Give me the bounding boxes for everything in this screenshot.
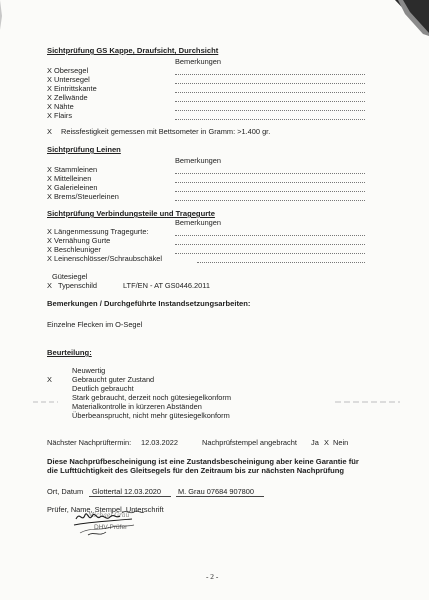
list-item: X Vernähung Gurte [47,236,111,245]
tester-underline [176,496,264,497]
signature-label: Prüfer, Name, Stempel, Unterschrift [47,505,164,514]
list-item: X Eintrittskante [47,84,97,93]
next-inspection-label: Nächster Nachprüftermin: [47,438,132,447]
list-item: X Längenmessung Tragegurte: [47,227,149,236]
section-heading-lines: Sichtprüfung Leinen [47,145,121,154]
stamp-check-mark: X [324,438,329,447]
rating-check-mark: X [47,375,52,384]
remarks-label: Bemerkungen [175,218,222,227]
list-item: X Brems/Steuerleinen [47,192,119,201]
page-number: - 2 - [206,572,219,581]
seal-item: Typenschild [58,281,98,290]
tear-strength-text: Reissfestigkeit gemessen mit Bettsometer in Gramm: >1.400 gr. [61,127,271,136]
section-heading-risers: Sichtprüfung Verbindungsteile und Tragegurte [47,209,215,218]
rating-option: Deutlich gebraucht [72,384,134,393]
list-item: X Obersegel [47,66,89,75]
list-item: X Untersegel [47,75,90,84]
rating-option: Materialkontrolle in kürzeren Abständen [72,402,202,411]
stamp-no-label: Nein [333,438,349,447]
list-item: X Beschleuniger [47,245,101,254]
rating-option: Überbeansprucht, nicht mehr gütesiegelkonform [72,411,230,420]
rating-option: Stark gebraucht, derzeit noch gütesiegelkonform [72,393,231,402]
list-item: X Nähte [47,102,74,111]
list-item: X Mittelleinen [47,174,92,183]
repairs-text: Einzelne Flecken im O-Segel [47,320,143,329]
next-inspection-date: 12.03.2022 [141,438,178,447]
list-item: X Leinenschlösser/Schraubschäkel [47,254,163,263]
list-item: X Zellwände [47,93,88,102]
repairs-heading: Bemerkungen / Durchgeführte Instandsetzungsarbeiten: [47,299,251,308]
signature-script-text: Michael Grau [88,512,130,519]
place-date-underline [89,496,171,497]
seal-value: LTF/EN - AT GS0446.2011 [123,281,210,290]
remarks-label: Bemerkungen [175,156,222,165]
stamp-yes-label: Ja [311,438,319,447]
list-item: X Stammleinen [47,165,98,174]
tester-info: M. Grau 07684 907800 [178,487,255,496]
seal-label: Gütesiegel [52,272,88,281]
seal-check-mark: X [47,281,52,290]
list-item: X Flairs [47,111,73,120]
list-item: X Galerieleinen [47,183,98,192]
stamp-attached-label: Nachprüfstempel angebracht [202,438,297,447]
disclaimer-line: die Lufttüchtigkeit des Gleitsegels für den Zeitraum bis zur nächsten Nachprüfung [47,466,345,475]
rating-heading: Beurteilung: [47,348,92,357]
rating-option: Gebraucht guter Zustand [72,375,155,384]
place-date-value: Glottertal 12.03.2020 [92,487,162,496]
tear-check-mark: X [47,127,52,136]
signature-stamp-text: DHV-Prüfer [94,524,128,531]
remarks-label: Bemerkungen [175,57,222,66]
section-heading-canopy: Sichtprüfung GS Kappe, Draufsicht, Durchsicht [47,46,219,55]
rating-option: Neuwertig [72,366,106,375]
disclaimer-line: Diese Nachprüfbescheinigung ist eine Zustandsbescheinigung aber keine Garantie für [47,457,359,466]
place-date-label: Ort, Datum [47,487,84,496]
